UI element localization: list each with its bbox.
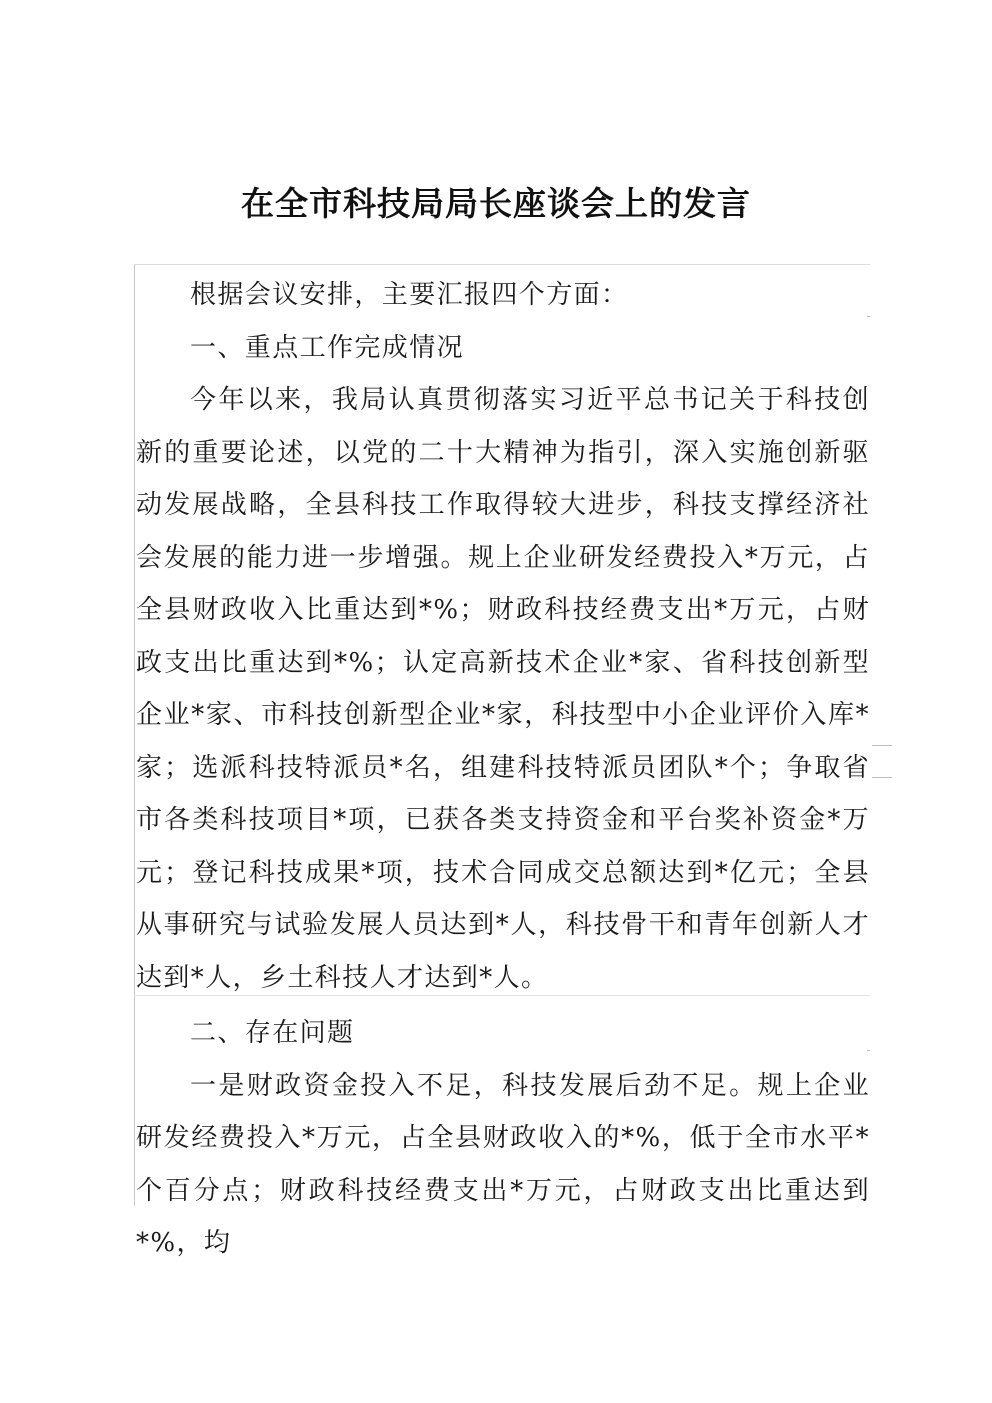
body-paragraph-2: 一是财政资金投入不足，科技发展后劲不足。规上企业研发经费投入*万元，占全县财政收入的*%，低于全市水平*个百分点；财政科技经费支出*万元，占财政支出比重达到*%，均 <box>136 1070 870 1258</box>
page-title: 在全市科技局局长座谈会上的发言 <box>241 184 751 223</box>
text-block <box>136 269 870 1270</box>
body-paragraph-1: 今年以来，我局认真贯彻落实习近平总书记关于科技创新的重要论述，以党的二十大精神为指引，深入实施创新驱动发展战略，全县科技工作取得较大进步，科技支撑经济社会发展的能力进一步增强。规上企业研发经费投入*万元，占全县财政收入比重达到*%；财政科技经费支出*万元，占财政支出比重达到*%；认定高新技术企业*家、省科技创新型企业*家、市科技创新型企业*家，科技型中小企业评价入库*家；选派科技特派员*名，组建科技特派员团队*个；争取省市各类科技项目*项，已获各类支持资金和平台奖补资金*万元；登记科技成果*项，技术合同成交总额达到*亿元；全县从事研究与试验发展人员达到*人，科技骨干和青年创新人才达到*人，乡土科技人才达到*人。 <box>136 385 870 993</box>
section-heading-2: 二、存在问题 <box>190 1018 355 1048</box>
intro-paragraph: 根据会议安排，主要汇报四个方面： <box>190 280 629 310</box>
left-margin-rule <box>134 264 135 1206</box>
section-heading-1: 一、重点工作完成情况 <box>190 332 465 363</box>
margin-annotation-mark <box>872 745 892 778</box>
document-body <box>134 264 870 1258</box>
top-rule <box>134 264 870 265</box>
